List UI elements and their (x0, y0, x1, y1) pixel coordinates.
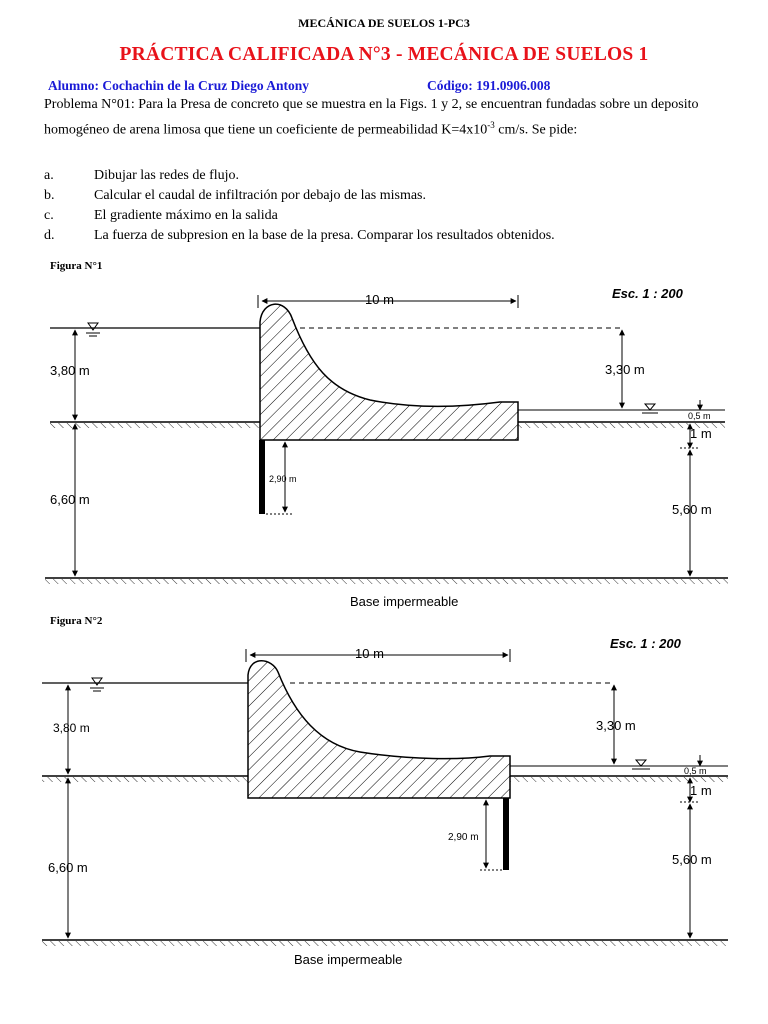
item-text: El gradiente máximo en la salida (94, 208, 278, 223)
course-header: MECÁNICA DE SUELOS 1-PC3 (298, 16, 470, 30)
problem-text-end: cm/s. Se pide: (494, 122, 578, 138)
item-text: Calcular el caudal de infiltración por debajo de las mismas. (94, 188, 426, 203)
upstream-head-label: 3,80 m (53, 721, 90, 735)
scale-label: Esc. 1 : 200 (612, 286, 683, 301)
figure-2-drawing (42, 649, 728, 946)
sheet-pile-label: 2,90 m (269, 474, 297, 484)
depth-top-label: 1 m (690, 783, 712, 798)
tailwater-label: 0,5 m (688, 411, 711, 421)
item-text: Dibujar las redes de flujo. (94, 168, 240, 183)
student-code: Código: 191.0906.008 (427, 78, 551, 93)
item-letter: a. (44, 168, 54, 183)
item-text: La fuerza de subpresion en la base de la presa. Comparar los resultados obtenidos. (94, 228, 555, 243)
item-letter: c. (44, 208, 54, 223)
water-level-icon (632, 760, 650, 769)
sheet-pile-label: 2,90 m (448, 832, 479, 843)
tailwater-label: 0,5 m (684, 766, 707, 776)
width-dimension: 10 m (365, 292, 394, 307)
figure-1-label: Figura N°1 (50, 260, 103, 272)
water-level-icon (90, 678, 104, 691)
problem-text: Problema N°01: Para la Presa de concreto que se muestra en la Figs. 1 y 2, se encuentran fundadas sobre un deposito homogéneo de arena limosa que tiene un coeficiente de permeabilidad K=4x10 (44, 97, 699, 138)
downstream-depth-label: 5,60 m (672, 502, 712, 517)
figure-2-label: Figura N°2 (50, 615, 103, 627)
exponent: -3 (487, 120, 495, 130)
item-letter: d. (44, 228, 55, 243)
base-label: Base impermeable (350, 594, 459, 609)
depth-top-label: 1 m (690, 426, 712, 441)
item-letter: b. (44, 188, 55, 203)
student-name: Alumno: Cochachin de la Cruz Diego Antony (48, 78, 310, 93)
upstream-depth-label: 6,60 m (50, 492, 90, 507)
scale-label: Esc. 1 : 200 (610, 636, 681, 651)
head-diff-label: 3,30 m (605, 362, 645, 377)
upstream-depth-label: 6,60 m (48, 860, 88, 875)
upstream-head-label: 3,80 m (50, 363, 90, 378)
width-dimension: 10 m (355, 646, 384, 661)
downstream-depth-label: 5,60 m (672, 852, 712, 867)
base-label: Base impermeable (294, 952, 403, 967)
page-title: PRÁCTICA CALIFICADA N°3 - MECÁNICA DE SUELOS 1 (119, 44, 649, 65)
head-diff-label: 3,30 m (596, 718, 636, 733)
